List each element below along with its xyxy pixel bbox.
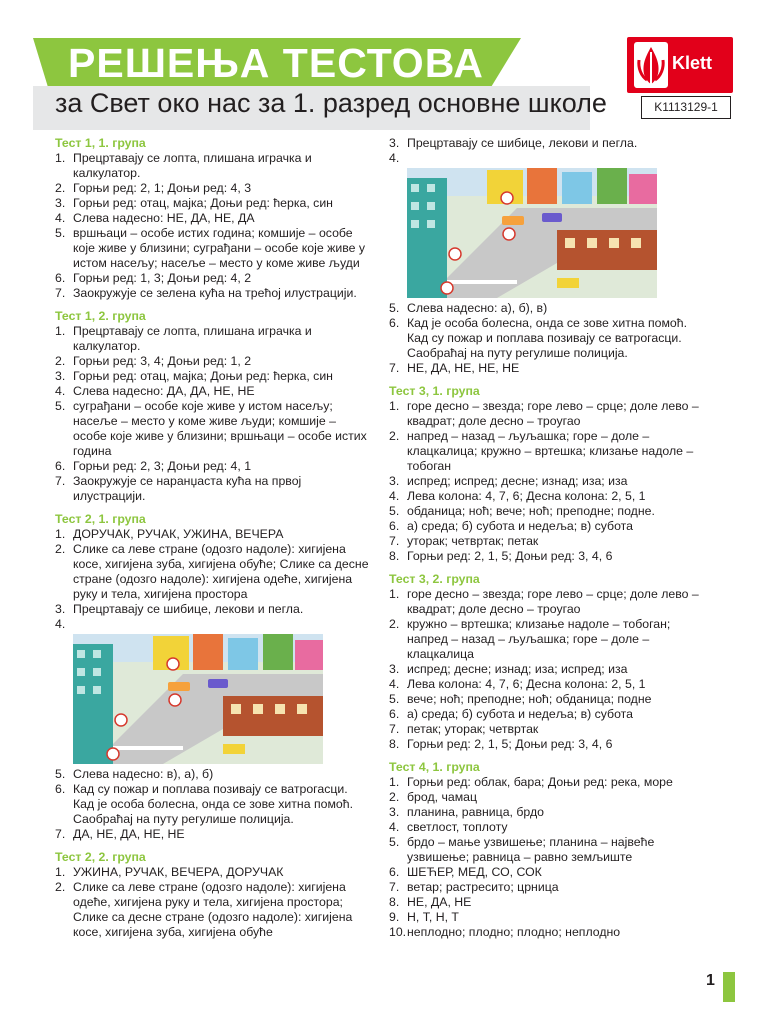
answer-number: 8. xyxy=(389,737,400,751)
answer-text: вече; ноћ; преподне; ноћ; обданица; подне xyxy=(407,692,652,706)
page-number: 1 xyxy=(706,972,715,989)
answer-item xyxy=(55,211,370,226)
street-scene-illustration xyxy=(73,634,323,764)
answer-text: Горњи ред: 2, 3; Доњи ред: 4, 1 xyxy=(73,459,252,473)
answer-item xyxy=(55,181,370,196)
answer-number: 3. xyxy=(55,196,66,210)
answer-text: Кад су пожар и поплава позивају се ватрогасци. Кад је особа болесна, онда се зове хитна помоћ. Саобраћај на путу регулише полиција. xyxy=(73,782,353,826)
answer-number: 8. xyxy=(389,549,400,563)
answer-item xyxy=(389,835,709,865)
answer-item xyxy=(55,226,370,271)
answer-text: Лева колона: 4, 7, 6; Десна колона: 2, 5, 1 xyxy=(407,489,646,503)
answer-item xyxy=(389,737,709,752)
answer-text: уторак; четвртак; петак xyxy=(407,534,539,548)
answer-item xyxy=(55,286,370,301)
answer-number: 3. xyxy=(389,662,400,676)
page-title: РЕШЕЊА ТЕСТОВА xyxy=(68,40,484,86)
klett-logo-text: Klett xyxy=(672,53,712,73)
document-code: K1113129-1 xyxy=(641,96,731,119)
answer-item xyxy=(55,354,370,369)
klett-logo xyxy=(627,37,733,93)
answer-item xyxy=(55,399,370,459)
answer-item xyxy=(389,429,709,474)
street-scene-illustration xyxy=(407,168,657,298)
answer-number: 2. xyxy=(55,354,66,368)
answer-list xyxy=(389,775,709,940)
section-heading: Тест 1, 1. група xyxy=(55,136,146,150)
answer-number: 2. xyxy=(389,617,400,631)
answer-item xyxy=(389,662,709,677)
answer-number: 2. xyxy=(55,880,66,894)
answer-item xyxy=(389,316,709,361)
answer-text: а) среда; б) субота и недеља; в) субота xyxy=(407,519,634,533)
answer-item xyxy=(55,369,370,384)
answer-number: 5. xyxy=(389,692,400,706)
answer-item xyxy=(55,527,370,542)
answer-item xyxy=(55,474,370,504)
answer-text: брод, чамац xyxy=(407,790,478,804)
section-heading: Тест 3, 1. група xyxy=(389,384,480,398)
answer-item xyxy=(389,722,709,737)
page-subtitle: за Свет око нас за 1. разред основне школе xyxy=(55,88,607,118)
answer-item xyxy=(55,459,370,474)
answer-number: 6. xyxy=(389,865,400,879)
answer-item xyxy=(55,384,370,399)
answer-number: 2. xyxy=(55,542,66,556)
answer-item xyxy=(55,151,370,181)
answer-text: вршњаци – особе истих година; комшије – особе које живе у близини; суграђани – особе које живе у истом насељу; насеље – место у коме живе људи xyxy=(73,226,366,270)
answer-number: 4. xyxy=(55,617,66,631)
answer-item xyxy=(389,474,709,489)
answer-item xyxy=(55,602,370,617)
answer-number: 1. xyxy=(389,399,400,413)
answer-number: 7. xyxy=(55,474,66,488)
answer-item xyxy=(55,617,370,631)
answer-item xyxy=(389,820,709,835)
answer-list xyxy=(55,151,370,301)
answer-item xyxy=(389,790,709,805)
answer-number: 5. xyxy=(389,835,400,849)
section-heading: Тест 2, 2. група xyxy=(55,850,146,864)
answer-text: Прецртавају се лопта, плишана играчка и калкулатор. xyxy=(73,324,312,353)
answer-item xyxy=(389,677,709,692)
answer-text: Горњи ред: отац, мајка; Доњи ред: ћерка, син xyxy=(73,369,333,383)
answer-text: кружно – вртешка; клизање надоле – тобоган; напред – назад – љуљашка; горе – доле – клацкалица xyxy=(407,617,671,661)
answer-item xyxy=(389,361,709,376)
answer-number: 1. xyxy=(389,587,400,601)
answer-number: 3. xyxy=(55,602,66,616)
answer-number: 4. xyxy=(389,489,400,503)
answer-text: планина, равница, брдо xyxy=(407,805,544,819)
answer-item xyxy=(55,324,370,354)
answer-number: 7. xyxy=(55,286,66,300)
answer-number: 5. xyxy=(389,504,400,518)
answer-text: Горњи ред: 2, 1, 5; Доњи ред: 3, 4, 6 xyxy=(407,549,613,563)
answer-list xyxy=(55,865,370,940)
answer-text: Слике са леве стране (одозго надоле): хигијена одеће, хигијена руку и тела, хигијена простора; Слике са десне стране (одозго надоле): хигијена косе, хигијена зуба, хигијена обуће xyxy=(73,880,353,939)
answer-text: Заокружује се зелена кућа на трећој илустрацији. xyxy=(73,286,357,300)
section-heading: Тест 3, 2. група xyxy=(389,572,480,586)
answer-text: испред; десне; изнад; иза; испред; иза xyxy=(407,662,628,676)
answer-text: Прецртавају се шибице, лекови и пегла. xyxy=(73,602,304,616)
answer-number: 9. xyxy=(389,910,400,924)
answer-item xyxy=(55,767,370,782)
answer-item xyxy=(389,504,709,519)
answer-item xyxy=(389,925,709,940)
answer-item xyxy=(55,880,370,940)
answer-number: 4. xyxy=(55,384,66,398)
answer-text: Слева надесно: в), а), б) xyxy=(73,767,214,781)
answer-number: 7. xyxy=(389,880,400,894)
answer-text: Горњи ред: 2, 1, 5; Доњи ред: 3, 4, 6 xyxy=(407,737,613,751)
page-number-bar xyxy=(723,972,735,1002)
answer-item xyxy=(389,151,709,165)
answer-number: 6. xyxy=(389,707,400,721)
answer-text: Горњи ред: облак, бара; Доњи ред: река, море xyxy=(407,775,673,789)
answer-text: НЕ, ДА, НЕ, НЕ, НЕ xyxy=(407,361,520,375)
answer-text: УЖИНА, РУЧАК, ВЕЧЕРА, ДОРУЧАК xyxy=(73,865,284,879)
answer-number: 7. xyxy=(389,534,400,548)
answer-number: 3. xyxy=(389,805,400,819)
answer-list xyxy=(55,324,370,504)
answer-number: 6. xyxy=(55,782,66,796)
answer-text: обданица; ноћ; вече; ноћ; преподне; подне. xyxy=(407,504,655,518)
left-column xyxy=(55,136,370,940)
answer-number: 7. xyxy=(389,361,400,375)
answer-text: ДА, НЕ, ДА, НЕ, НЕ xyxy=(73,827,185,841)
answer-number: 3. xyxy=(55,369,66,383)
answer-number: 4. xyxy=(55,211,66,225)
answer-item xyxy=(389,865,709,880)
answer-text: Слева надесно: ДА, ДА, НЕ, НЕ xyxy=(73,384,255,398)
answer-number: 2. xyxy=(389,429,400,443)
answer-item xyxy=(389,895,709,910)
answer-item xyxy=(389,549,709,564)
answer-number: 4. xyxy=(389,677,400,691)
answer-number: 6. xyxy=(389,519,400,533)
answer-number: 5. xyxy=(55,399,66,413)
answer-text: Горњи ред: 1, 3; Доњи ред: 4, 2 xyxy=(73,271,252,285)
answer-text: НЕ, ДА, НЕ xyxy=(407,895,472,909)
answer-list xyxy=(389,587,709,752)
answer-number: 5. xyxy=(389,301,400,315)
answer-list xyxy=(389,399,709,564)
answer-item xyxy=(389,519,709,534)
answer-number: 4. xyxy=(389,820,400,834)
answer-text: Горњи ред: отац, мајка; Доњи ред: ћерка, син xyxy=(73,196,333,210)
answer-number: 5. xyxy=(55,767,66,781)
answer-item xyxy=(389,489,709,504)
answer-text: Слева надесно: а), б), в) xyxy=(407,301,548,315)
answer-number: 4. xyxy=(389,151,400,165)
answer-text: горе десно – звезда; горе лево – срце; доле лево – квадрат; доле десно – троугао xyxy=(407,587,699,616)
answer-number: 2. xyxy=(389,790,400,804)
answer-item xyxy=(389,617,709,662)
answer-item xyxy=(55,782,370,827)
answer-text: Горњи ред: 3, 4; Доњи ред: 1, 2 xyxy=(73,354,252,368)
answer-item xyxy=(55,865,370,880)
answer-number: 6. xyxy=(55,271,66,285)
answer-number: 3. xyxy=(389,136,400,150)
answer-item xyxy=(389,136,709,151)
answer-item xyxy=(389,910,709,925)
answer-item xyxy=(389,587,709,617)
answer-item xyxy=(389,880,709,895)
answer-number: 6. xyxy=(389,316,400,330)
right-column xyxy=(389,136,709,940)
answer-list xyxy=(389,136,709,376)
answer-item xyxy=(55,827,370,842)
answer-item xyxy=(55,196,370,211)
answer-text: Н, Т, Н, Т xyxy=(407,910,459,924)
answer-number: 6. xyxy=(55,459,66,473)
answer-text: напред – назад – љуљашка; горе – доле – клацкалица; кружно – вртешка; клизање надоле – тобоган xyxy=(407,429,694,473)
answer-text: Заокружује се наранџаста кућа на првој илустрацији. xyxy=(73,474,302,503)
answer-item xyxy=(389,301,709,316)
answer-text: Кад је особа болесна, онда се зове хитна помоћ. Кад су пожар и поплава позивају се ватрогасци. Саобраћај на путу регулише полиција. xyxy=(407,316,687,360)
answer-number: 2. xyxy=(55,181,66,195)
answer-item xyxy=(389,692,709,707)
klett-logo-icon xyxy=(634,42,668,88)
answer-number: 5. xyxy=(55,226,66,240)
answer-text: Слике са леве стране (одозго надоле): хигијена косе, хигијена зуба, хигијена обуће; Слике са десне стране (одозго надоле): хигијена одеће, хигијена руку и тела, хигијена простора xyxy=(73,542,369,601)
answer-item xyxy=(389,805,709,820)
answer-text: ШЕЋЕР, МЕД, СО, СОК xyxy=(407,865,542,879)
answer-number: 1. xyxy=(389,775,400,789)
answer-text: испред; испред; десне; изнад; иза; иза xyxy=(407,474,628,488)
answer-number: 1. xyxy=(55,324,66,338)
answer-text: Лева колона: 4, 7, 6; Десна колона: 2, 5, 1 xyxy=(407,677,646,691)
answer-text: Прецртавају се лопта, плишана играчка и калкулатор. xyxy=(73,151,312,180)
answer-item xyxy=(389,707,709,722)
answer-text: светлост, топлоту xyxy=(407,820,508,834)
answer-list xyxy=(55,527,370,842)
answer-text: ДОРУЧАК, РУЧАК, УЖИНА, ВЕЧЕРА xyxy=(73,527,284,541)
answer-text: Горњи ред: 2, 1; Доњи ред: 4, 3 xyxy=(73,181,252,195)
answer-number: 1. xyxy=(55,151,66,165)
answer-number: 8. xyxy=(389,895,400,909)
answer-text: Прецртавају се шибице, лекови и пегла. xyxy=(407,136,638,150)
section-heading: Тест 2, 1. група xyxy=(55,512,146,526)
answer-item xyxy=(389,775,709,790)
answer-item xyxy=(55,542,370,602)
answer-text: горе десно – звезда; горе лево – срце; доле лево – квадрат; доле десно – троугао xyxy=(407,399,699,428)
answer-number: 1. xyxy=(55,865,66,879)
answer-number: 10. xyxy=(389,925,407,939)
answer-text: ветар; растресито; црница xyxy=(407,880,559,894)
answer-text: а) среда; б) субота и недеља; в) субота xyxy=(407,707,634,721)
section-heading: Тест 1, 2. група xyxy=(55,309,146,323)
answer-number: 7. xyxy=(55,827,66,841)
answer-number: 1. xyxy=(55,527,66,541)
answer-text: петак; уторак; четвртак xyxy=(407,722,539,736)
answer-number: 3. xyxy=(389,474,400,488)
answer-text: суграђани – особе које живе у истом насељу; насеље – место у коме живе људи; комшије – особе које живе у близини; вршњаци – особе истих година xyxy=(73,399,367,458)
answer-text: брдо – мање узвишење; планина – највеће узвишење; равница – равно земљиште xyxy=(407,835,655,864)
answer-item xyxy=(389,534,709,549)
answer-text: неплодно; плодно; плодно; неплодно xyxy=(407,925,621,939)
section-heading: Тест 4, 1. група xyxy=(389,760,480,774)
answer-item xyxy=(389,399,709,429)
answer-item xyxy=(55,271,370,286)
answer-text: Слева надесно: НЕ, ДА, НЕ, ДА xyxy=(73,211,255,225)
answer-number: 7. xyxy=(389,722,400,736)
